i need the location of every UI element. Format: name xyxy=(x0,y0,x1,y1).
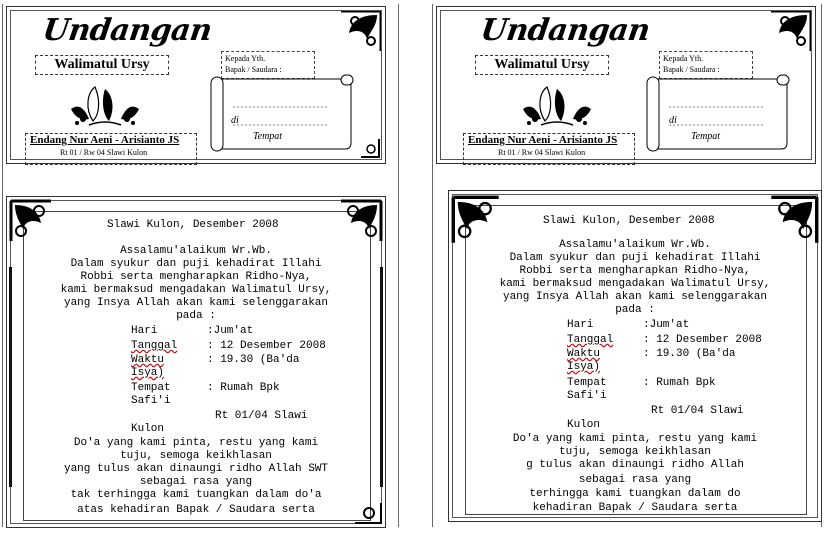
tempat-cont: Safi'i xyxy=(567,390,607,402)
closing-line: Do'a yang kami pinta, restu yang kami xyxy=(512,433,758,445)
closing-line: yang tulus akan dinaungi ridho Allah SWT xyxy=(63,463,329,475)
couple-names: Endang Nur Aeni - Arisianto JS xyxy=(468,134,618,146)
intro-line: yang Insya Allah akan kami selenggarakan xyxy=(502,291,768,303)
intro-line: Robbi serta mengharapkan Ridho-Nya, xyxy=(519,265,751,277)
page-border-left xyxy=(2,4,3,527)
wedding-emblem-icon xyxy=(65,79,145,129)
closing-line: tuju, semoga keikhlasan xyxy=(559,446,711,458)
recipient-line1: Kepada Yth. xyxy=(663,54,704,63)
ornament-corner-icon xyxy=(9,199,53,243)
ornament-corner-icon xyxy=(771,11,811,51)
closing-line: sebagai rasa yang xyxy=(578,474,692,486)
page-border-right xyxy=(398,4,399,527)
invitation-left xyxy=(0,0,390,533)
event-name: Walimatul Ursy xyxy=(35,55,169,75)
closing-line: atas kehadiran Bapak / Saudara serta xyxy=(77,504,315,516)
couple-address: Rt 01 / Rw 04 Slawi Kulon xyxy=(60,148,148,157)
greeting: Assalamu'alaikum Wr.Wb. xyxy=(120,245,272,257)
greeting: Assalamu'alaikum Wr.Wb. xyxy=(559,239,711,251)
closing-line: Do'a yang kami pinta, restu yang kami xyxy=(73,437,319,449)
hari-value: :Jum'at xyxy=(207,325,254,337)
cover-card xyxy=(6,6,386,164)
cover-title: Undangan xyxy=(478,13,652,48)
tanggal-label: Tanggal xyxy=(567,334,614,346)
ornament-corner-icon xyxy=(359,137,381,159)
intro-line: pada : xyxy=(176,310,216,322)
tanggal-value: : 12 Desember 2008 xyxy=(207,340,326,352)
address-line: Rt 01/04 Slawi xyxy=(651,405,744,417)
waktu-value: : 19.30 (Ba'da xyxy=(643,348,736,360)
closing-line: terhingga kami tuangkan dalam do xyxy=(529,488,741,500)
waktu-cont: Isya) xyxy=(131,367,165,379)
tempat-label: Tempat xyxy=(131,382,171,394)
intro-line: Robbi serta mengharapkan Ridho-Nya, xyxy=(80,271,312,283)
waktu-value: : 19.30 (Ba'da xyxy=(207,354,300,366)
tempat-value: : Rumah Bpk xyxy=(207,382,280,394)
cover-card xyxy=(436,6,816,164)
closing-line: sebagai rasa yang xyxy=(139,476,253,488)
wedding-emblem-icon xyxy=(517,79,597,129)
tanggal-value: : 12 Desember 2008 xyxy=(643,334,762,346)
di-label: di xyxy=(669,115,677,126)
tempat-label: Tempat xyxy=(253,131,283,142)
invitation-right xyxy=(432,0,822,533)
hari-label: Hari xyxy=(567,319,594,331)
letter-card xyxy=(448,190,822,522)
cover-title: Undangan xyxy=(40,13,214,48)
waktu-label: Waktu xyxy=(567,348,601,360)
recipient-line2: Bapak / Saudara : xyxy=(225,65,282,74)
intro-line: kami bermaksud mengadakan Walimatul Ursy, xyxy=(60,284,332,296)
closing-line: kehadiran Bapak / Saudara serta xyxy=(532,502,738,514)
intro-line: Dalam syukur dan puji kehadirat Illahi xyxy=(70,258,322,270)
tempat-label: Tempat xyxy=(691,131,721,142)
recipient-line1: Kepada Yth. xyxy=(225,54,266,63)
ornament-corner-icon xyxy=(341,11,381,51)
waktu-label: Waktu xyxy=(131,354,165,366)
date-line: Slawi Kulon, Desember 2008 xyxy=(107,219,279,231)
couple-box xyxy=(25,133,197,165)
ornament-corner-icon xyxy=(339,199,383,243)
address-line: Rt 01/04 Slawi xyxy=(215,410,308,422)
intro-line: yang Insya Allah akan kami selenggarakan xyxy=(63,297,329,309)
tempat-value: : Rumah Bpk xyxy=(643,377,716,389)
di-label: di xyxy=(231,115,239,126)
hari-value: :Jum'at xyxy=(643,319,690,331)
address-cont: Kulon xyxy=(131,423,165,435)
address-cont: Kulon xyxy=(567,419,601,431)
waktu-cont: Isya) xyxy=(567,361,601,373)
intro-line: Dalam syukur dan puji kehadirat Illahi xyxy=(509,252,761,264)
page-border-left xyxy=(432,4,433,527)
hari-label: Hari xyxy=(131,325,158,337)
date-line: Slawi Kulon, Desember 2008 xyxy=(543,215,715,227)
event-name: Walimatul Ursy xyxy=(475,55,609,75)
tanggal-label: Tanggal xyxy=(131,340,178,352)
tempat-label: Tempat xyxy=(567,377,607,389)
couple-names: Endang Nur Aeni - Arisianto JS xyxy=(30,134,180,146)
tempat-cont: Safi'i xyxy=(131,395,171,407)
couple-box xyxy=(463,133,635,165)
recipient-line2: Bapak / Saudara : xyxy=(663,65,720,74)
intro-line: pada : xyxy=(615,304,655,316)
closing-line: g tulus akan dinaungi ridho Allah xyxy=(526,459,744,471)
closing-line: tak terhingga kami tuangkan dalam do'a xyxy=(70,489,322,501)
closing-line: tuju, semoga keikhlasan xyxy=(120,450,272,462)
letter-card xyxy=(6,196,386,528)
couple-address: Rt 01 / Rw 04 Slawi Kulon xyxy=(498,148,586,157)
intro-line: kami bermaksud mengadakan Walimatul Ursy, xyxy=(499,278,771,290)
